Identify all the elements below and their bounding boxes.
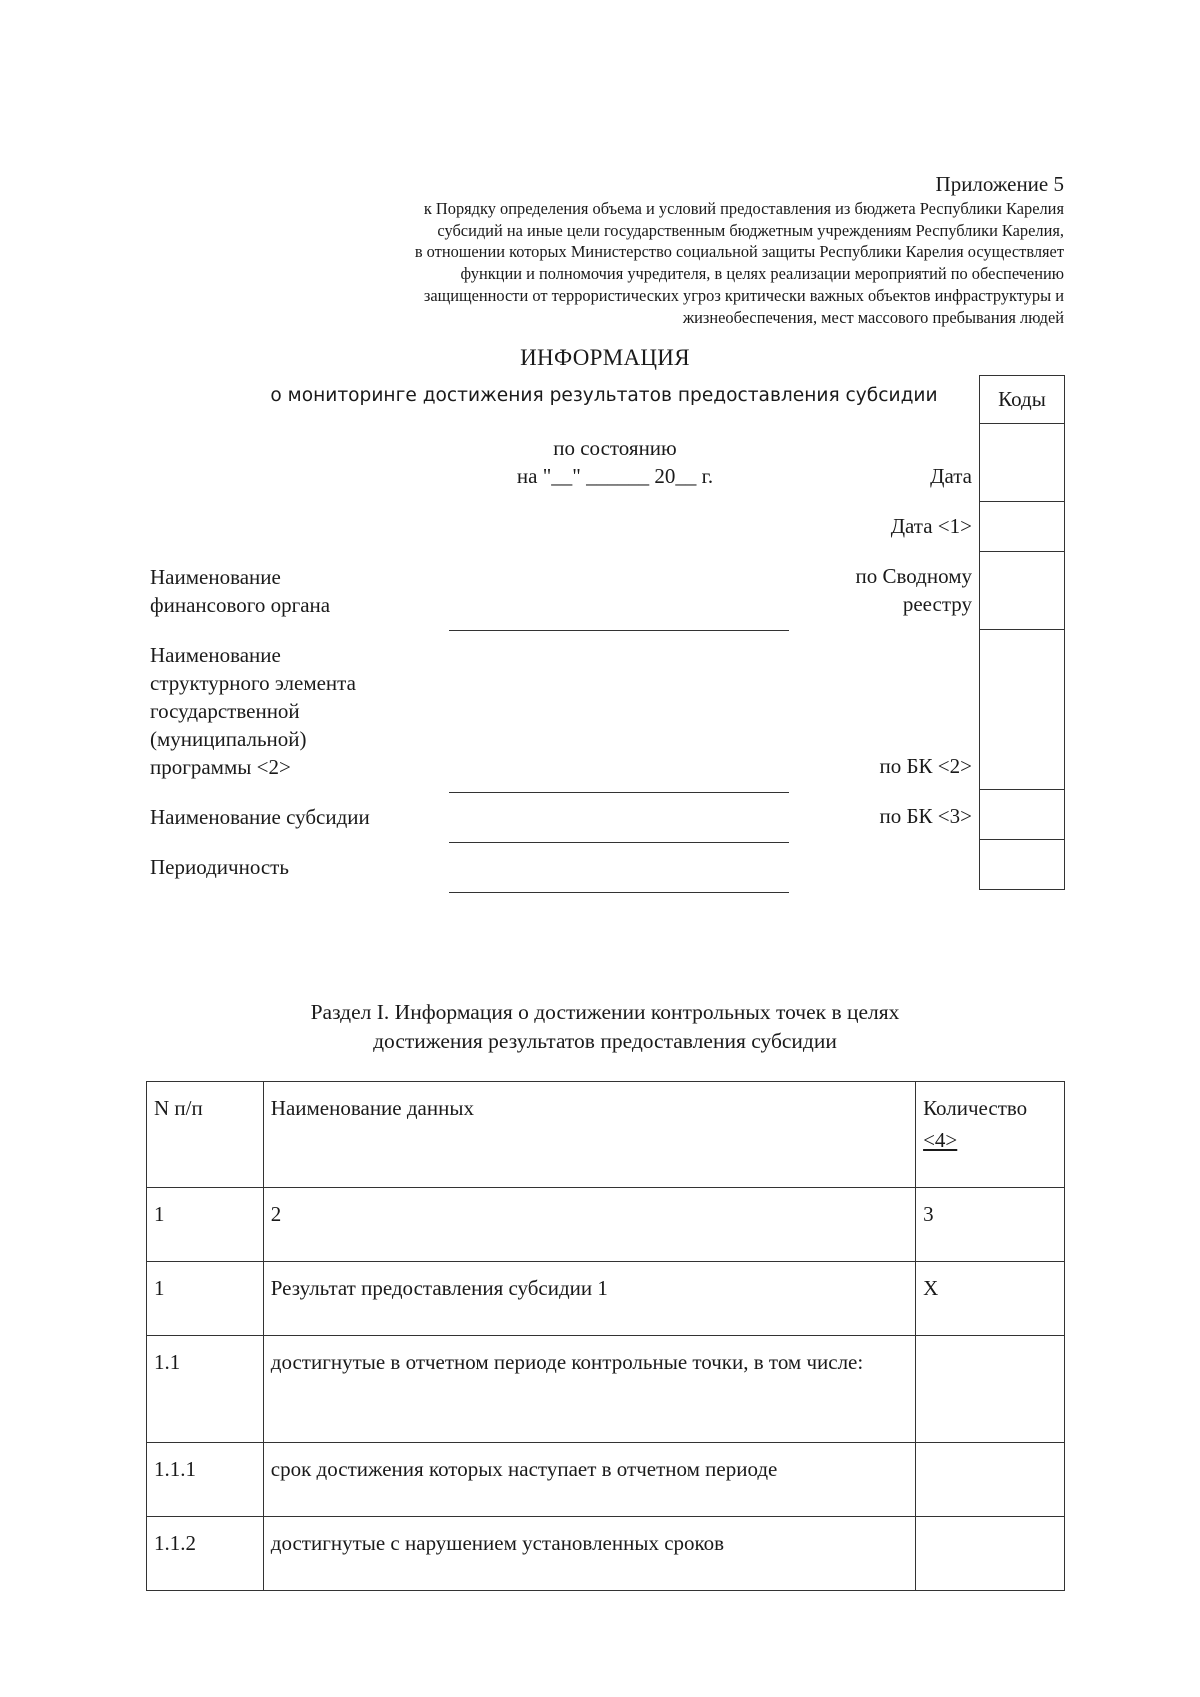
table-row: [147, 1336, 1065, 1443]
fin-organ-label-line: финансового органа: [150, 593, 331, 617]
appendix-line: защищенности от террористических угроз критически важных объектов инфраструктуры и: [423, 285, 1064, 305]
header-name: Наименование данных: [263, 1082, 915, 1188]
cell-num: 1: [147, 1188, 264, 1262]
control-points-table: [146, 1081, 1065, 1591]
header-qty: [916, 1082, 1065, 1188]
fin-organ-field-line[interactable]: [449, 630, 789, 631]
appendix-line: к Порядку определения объема и условий предоставления из бюджета Республики Карелия: [423, 199, 1064, 218]
struct-element-label-line: Наименование: [150, 643, 281, 667]
struct-element-label: [150, 641, 356, 781]
header-qty-label: Количество: [923, 1096, 1028, 1120]
code-cell-date1[interactable]: [979, 501, 1065, 552]
subsidy-field-line[interactable]: [449, 842, 789, 843]
cell-num: 1.1.1: [147, 1443, 264, 1517]
label-bk3: по БК <3>: [879, 804, 972, 828]
label-svod-line2: реестру: [902, 592, 972, 616]
struct-element-field-line[interactable]: [449, 792, 789, 793]
code-cell-date[interactable]: [979, 423, 1065, 502]
table-row: [147, 1443, 1065, 1517]
struct-element-label-line: структурного элемента: [150, 671, 356, 695]
cell-qty: X: [916, 1262, 1065, 1336]
section-title-line: достижения результатов предоставления субсидии: [373, 1029, 837, 1053]
state-date: на "__" ______ 20__ г.: [516, 464, 714, 488]
state-label: по состоянию: [553, 436, 677, 460]
codes-header-label: Коды: [998, 387, 1046, 411]
table-row: [147, 1262, 1065, 1336]
cell-num: 1.1.2: [147, 1517, 264, 1591]
subsidy-label: Наименование субсидии: [150, 805, 370, 829]
code-cell-svod[interactable]: [979, 551, 1065, 630]
cell-name: Результат предоставления субсидии 1: [263, 1262, 915, 1336]
appendix-line: функции и полномочия учредителя, в целях реализации мероприятий по обеспечению: [460, 264, 1064, 284]
section-title: [0, 998, 1200, 1056]
fin-organ-label-line: Наименование: [150, 565, 281, 589]
label-bk2: по БК <2>: [879, 754, 972, 778]
cell-qty[interactable]: [916, 1517, 1065, 1591]
appendix-line: жизнеобеспечения, мест массового пребывания людей: [682, 307, 1064, 327]
periodicity-label: Периодичность: [150, 855, 289, 879]
code-cell-bk2[interactable]: [979, 629, 1065, 790]
cell-qty[interactable]: [916, 1443, 1065, 1517]
appendix-line: субсидий на иные цели государственным бюджетным учреждениям Республики Карелия,: [437, 220, 1064, 240]
table-row: [147, 1188, 1065, 1262]
cell-name: достигнутые с нарушением установленных сроков: [263, 1517, 915, 1591]
periodicity-field-line[interactable]: [449, 892, 789, 893]
document-title: ИНФОРМАЦИЯ: [520, 345, 690, 370]
table-row: [147, 1517, 1065, 1591]
cell-num: 1: [147, 1262, 264, 1336]
label-svod-line1: по Сводному: [855, 564, 972, 588]
cell-qty: 3: [916, 1188, 1065, 1262]
cell-qty[interactable]: [916, 1336, 1065, 1443]
appendix-description: [304, 198, 1064, 328]
cell-name: достигнутые в отчетном периоде контрольные точки, в том числе:: [263, 1336, 915, 1443]
cell-name: срок достижения которых наступает в отчетном периоде: [263, 1443, 915, 1517]
code-cell-periodicity[interactable]: [979, 839, 1065, 890]
cell-num: 1.1: [147, 1336, 264, 1443]
label-date1: Дата <1>: [890, 514, 972, 538]
appendix-line: в отношении которых Министерство социальной защиты Республики Карелия осуществляет: [414, 242, 1064, 262]
struct-element-label-line: (муниципальной): [150, 727, 307, 751]
section-title-line: Раздел I. Информация о достижении контрольных точек в целях: [310, 1000, 900, 1024]
label-date: Дата: [930, 464, 972, 488]
struct-element-label-line: программы <2>: [150, 755, 291, 779]
code-cell-bk3[interactable]: [979, 789, 1065, 840]
footnote-link-4[interactable]: <4>: [923, 1128, 958, 1152]
codes-header: [979, 375, 1065, 424]
appendix-title: Приложение 5: [935, 172, 1064, 196]
cell-name: 2: [263, 1188, 915, 1262]
header-num: N п/п: [147, 1082, 264, 1188]
fin-organ-label: [150, 563, 330, 619]
struct-element-label-line: государственной: [150, 699, 300, 723]
document-subtitle: о мониторинге достижения результатов предоставления субсидии: [270, 385, 938, 406]
table-header-row: [147, 1082, 1065, 1188]
